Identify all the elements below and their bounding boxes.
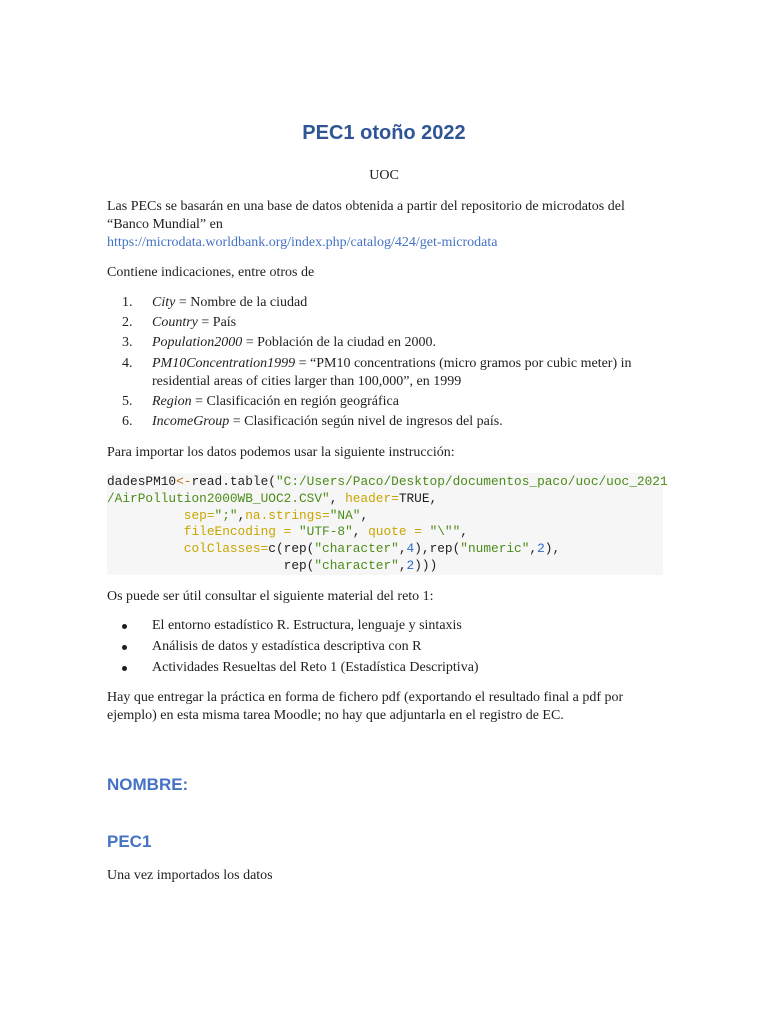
code-token: rep( — [283, 557, 315, 573]
deliver-paragraph: Hay que entregar la práctica en forma de fichero pdf (exportando el resultado final a pdf por ejemplo) en esta misma tarea Moodle; no hay que adjuntarla en el registro de EC. — [107, 690, 624, 723]
code-string: "C:/Users/Paco/Desktop/documentos_paco/uoc/uoc_2021 — [275, 474, 668, 489]
list-item — [107, 659, 663, 677]
material-label: El entorno estadístico R. Estructura, lenguaje y sintaxis — [152, 618, 462, 633]
list-item — [107, 334, 663, 352]
code-string: "numeric" — [460, 541, 530, 557]
field-name: City — [152, 295, 176, 310]
code-operator: <- — [176, 474, 192, 489]
code-argument: sep= — [183, 507, 215, 523]
field-description: = Clasificación en región geográfica — [191, 393, 399, 409]
code-line-4 — [107, 524, 663, 541]
intro-text: Las PECs se basarán en una base de datos obtenida a partir del repositorio de microdatos del “Banco Mundial” en — [107, 199, 625, 232]
field-name: Population2000 — [152, 335, 243, 351]
code-token: c(rep( — [268, 541, 315, 557]
code-argument: quote = — [368, 524, 430, 540]
code-token: TRUE, — [398, 490, 438, 506]
code-token: ),rep( — [414, 541, 461, 557]
list-number: 3. — [122, 335, 133, 351]
list-number: 1. — [122, 295, 133, 310]
list-item — [107, 294, 663, 312]
list-number: 6. — [122, 413, 133, 429]
bullet-icon — [122, 645, 127, 650]
list-number: 5. — [122, 393, 133, 409]
field-name: Region — [152, 393, 192, 409]
fields-list — [107, 294, 663, 433]
code-string: "UTF-8" — [299, 524, 353, 540]
code-token: , — [360, 507, 369, 523]
once-paragraph: Una vez importados los datos — [107, 868, 273, 883]
code-line-2 — [107, 491, 663, 508]
intro-paragraph — [107, 198, 663, 252]
list-item — [107, 413, 663, 431]
bullet-icon — [122, 624, 127, 629]
materials-list — [107, 617, 663, 680]
code-argument: colClasses= — [183, 541, 269, 557]
material-label: Actividades Resueltas del Reto 1 (Estadística Descriptiva) — [152, 660, 479, 675]
heading-nombre: NOMBRE: — [107, 775, 189, 794]
code-string: "character" — [314, 557, 399, 573]
microdata-link[interactable]: https://microdata.worldbank.org/index.php/catalog/424/get-microdata — [107, 235, 498, 250]
material-label: Análisis de datos y estadística descriptiva con R — [152, 639, 422, 654]
code-token: , — [460, 524, 468, 540]
code-number: 4 — [406, 541, 415, 557]
code-token: , — [398, 541, 407, 557]
useful-paragraph: Os puede ser útil consultar el siguiente material del reto 1: — [107, 589, 434, 604]
code-string: /AirPollution2000WB_UOC2.CSV" — [107, 490, 330, 506]
list-item — [107, 314, 663, 332]
code-token: , — [237, 507, 246, 523]
field-name: PM10Concentration1999 — [152, 355, 296, 371]
code-line-3 — [107, 508, 663, 525]
code-string: "\"" — [429, 524, 461, 540]
list-item — [107, 638, 663, 656]
bullet-icon — [122, 666, 127, 671]
code-string: "NA" — [329, 507, 361, 523]
code-token: ))) — [414, 557, 438, 573]
code-argument: fileEncoding = — [183, 524, 299, 540]
field-description: = Clasificación según nivel de ingresos del país. — [229, 413, 503, 429]
field-name: Country — [152, 315, 198, 331]
field-description: = “PM10 concentrations (micro gramos por cubic meter) in residential areas of cities larger than 100,000”, en 1999 — [152, 355, 632, 389]
list-item — [107, 617, 663, 635]
document-title: PEC1 otoño 2022 — [302, 122, 466, 144]
code-indent — [107, 541, 184, 556]
code-token: , — [352, 524, 369, 540]
list-number: 4. — [122, 355, 133, 371]
code-line-1 — [107, 474, 668, 491]
list-number: 2. — [122, 315, 133, 331]
field-description: = Nombre de la ciudad — [175, 295, 308, 310]
heading-pec1: PEC1 — [107, 832, 152, 851]
code-token: , — [398, 557, 407, 573]
list-item — [107, 355, 663, 391]
code-indent — [107, 558, 284, 573]
code-line-5 — [107, 541, 663, 558]
list-item — [107, 393, 663, 411]
code-number: 2 — [537, 541, 545, 557]
code-string: ";" — [214, 507, 238, 523]
code-string: "character" — [314, 541, 399, 557]
code-block — [107, 473, 668, 575]
code-indent — [107, 524, 184, 539]
import-paragraph: Para importar los datos podemos usar la siguiente instrucción: — [107, 445, 455, 460]
field-description: = Población de la ciudad en 2000. — [242, 335, 436, 351]
code-argument: header= — [345, 490, 399, 506]
field-name: IncomeGroup — [152, 413, 230, 429]
code-line-6 — [107, 558, 663, 575]
code-indent — [107, 508, 184, 523]
code-argument: na.strings= — [245, 507, 330, 523]
code-token: ), — [544, 541, 561, 557]
contains-paragraph: Contiene indicaciones, entre otros de — [107, 265, 315, 280]
code-token: read.table( — [191, 474, 276, 489]
code-token: , — [329, 490, 346, 506]
code-token: , — [529, 541, 538, 557]
code-token: dadesPM10 — [107, 474, 177, 489]
document-subtitle: UOC — [369, 168, 399, 183]
field-description: = País — [197, 315, 237, 331]
code-number: 2 — [406, 557, 415, 573]
